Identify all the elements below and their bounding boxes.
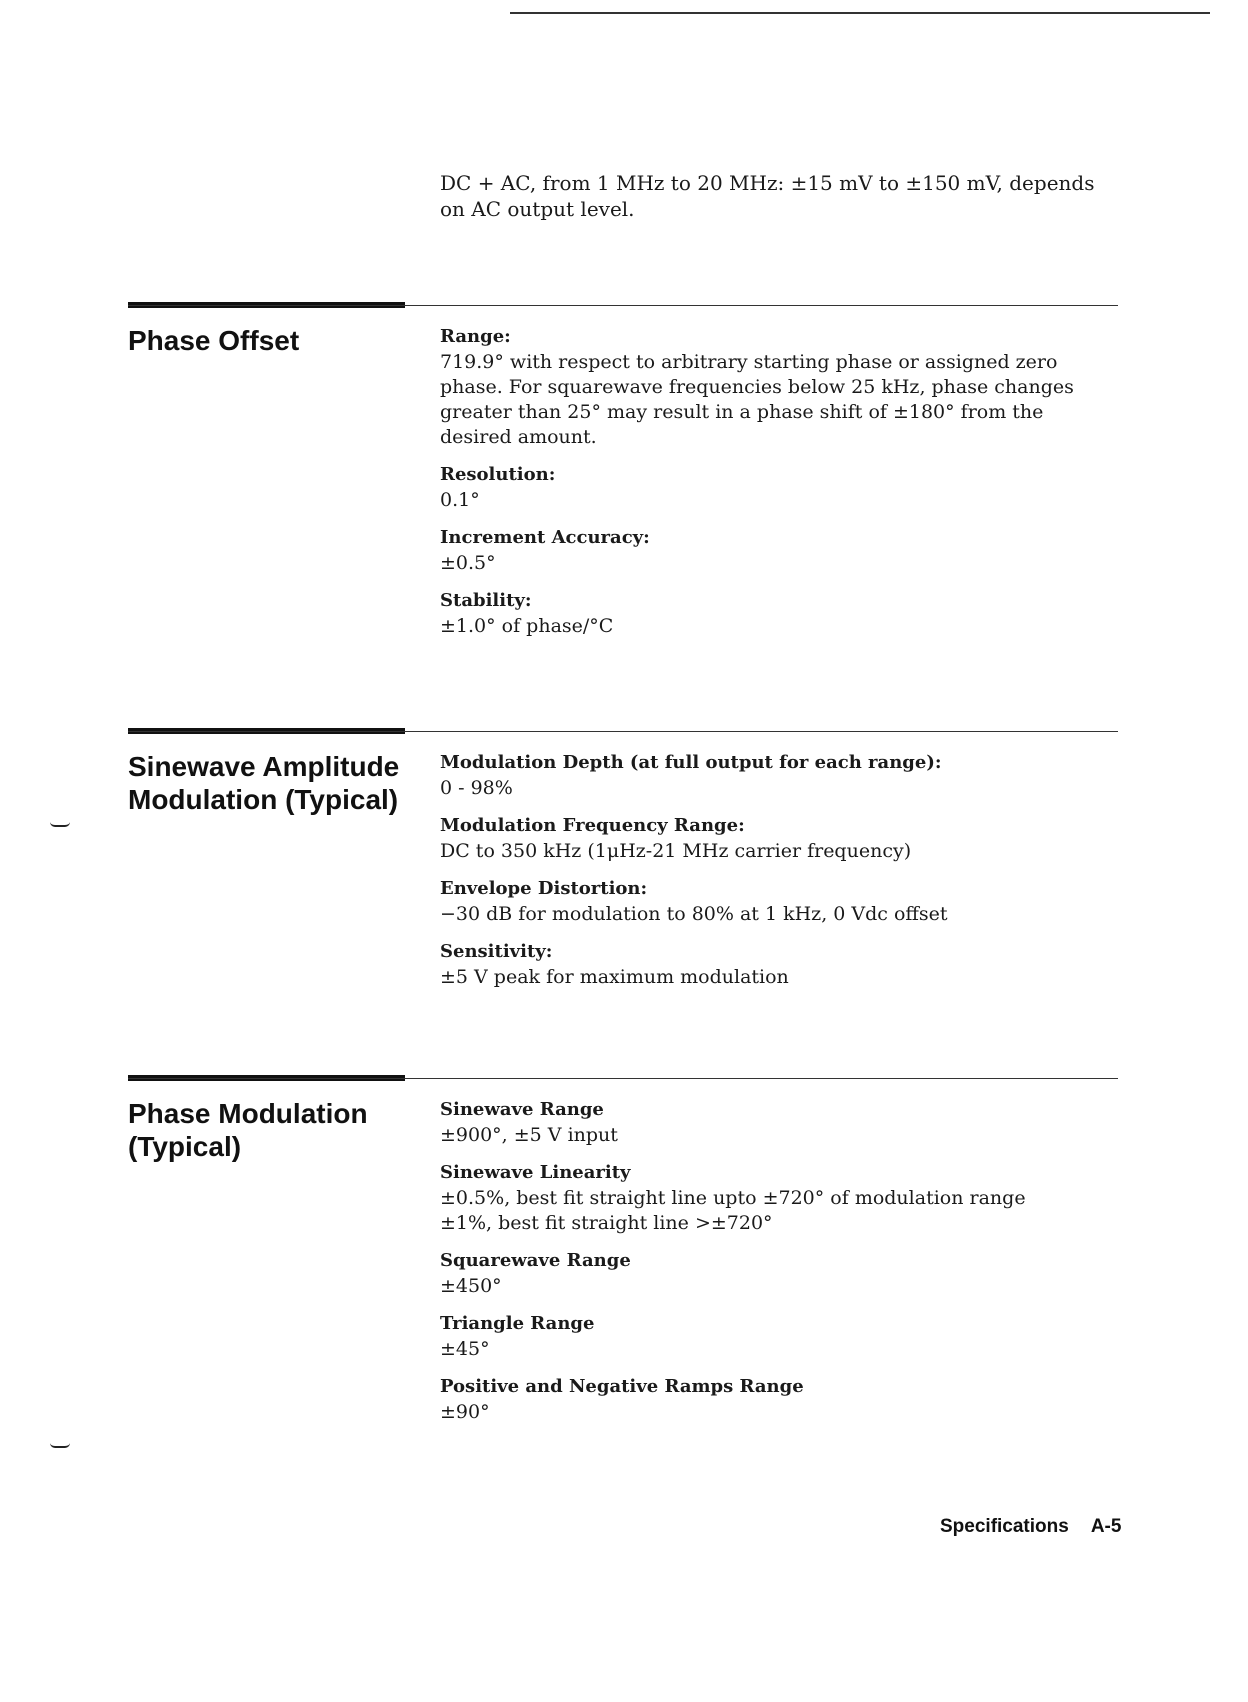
section-rule-thin bbox=[128, 731, 1118, 732]
spec-label: Sinewave Linearity bbox=[440, 1162, 631, 1183]
spec-label: Range: bbox=[440, 326, 511, 347]
spec-item bbox=[440, 750, 1120, 801]
spec-item bbox=[440, 1311, 1120, 1362]
spec-value: ±1%, best fit straight line >±720° bbox=[440, 1212, 773, 1234]
spec-item bbox=[440, 525, 1120, 576]
spec-value: ±5 V peak for maximum modulation bbox=[440, 966, 789, 988]
spec-item bbox=[440, 1374, 1120, 1425]
spec-value: ±45° bbox=[440, 1338, 490, 1360]
spec-label: Stability: bbox=[440, 590, 532, 611]
section-rule-thin bbox=[128, 1078, 1118, 1079]
spec-value: ±90° bbox=[440, 1401, 490, 1423]
spec-list bbox=[440, 1097, 1120, 1437]
footer-title: Specifications bbox=[940, 1516, 1069, 1537]
page-number: A-5 bbox=[1090, 1516, 1122, 1537]
spec-label: Squarewave Range bbox=[440, 1250, 631, 1271]
spec-value: 0.1° bbox=[440, 489, 480, 511]
spec-value: ±0.5° bbox=[440, 552, 496, 574]
margin-mark bbox=[50, 822, 70, 827]
spec-label: Triangle Range bbox=[440, 1313, 595, 1334]
margin-mark bbox=[50, 1443, 70, 1448]
spec-label: Envelope Distortion: bbox=[440, 878, 648, 899]
spec-item bbox=[440, 1248, 1120, 1299]
section-rule-thin bbox=[128, 305, 1118, 306]
spec-item bbox=[440, 813, 1120, 864]
section-heading: Phase Modulation (Typical) bbox=[128, 1098, 368, 1162]
section-heading: Sinewave Amplitude Modulation (Typical) bbox=[128, 751, 400, 815]
spec-value: −30 dB for modulation to 80% at 1 kHz, 0 Vdc offset bbox=[440, 903, 948, 925]
spec-list bbox=[440, 750, 1120, 1002]
intro-paragraph: DC + AC, from 1 MHz to 20 MHz: ±15 mV to ±150 mV, depends on AC output level. bbox=[440, 171, 1095, 221]
page-footer bbox=[940, 1516, 1121, 1538]
spec-value: ±1.0° of phase/°C bbox=[440, 615, 614, 637]
spec-value: 0 - 98% bbox=[440, 777, 513, 799]
spec-item bbox=[440, 462, 1120, 513]
spec-list bbox=[440, 324, 1120, 651]
spec-label: Positive and Negative Ramps Range bbox=[440, 1376, 804, 1397]
spec-label: Modulation Depth (at full output for each range): bbox=[440, 752, 942, 773]
spec-label: Sensitivity: bbox=[440, 941, 553, 962]
spec-label: Modulation Frequency Range: bbox=[440, 815, 745, 836]
spec-item bbox=[440, 1097, 1120, 1148]
spec-item bbox=[440, 324, 1120, 450]
spec-item bbox=[440, 939, 1120, 990]
spec-item bbox=[440, 876, 1120, 927]
section-heading: Phase Offset bbox=[128, 325, 300, 356]
spec-value: 719.9° with respect to arbitrary starting phase or assigned zero phase. For squarewave frequencies below 25 kHz, phase changes greater than 25° may result in a phase shift of ±180° from the desired amount. bbox=[440, 351, 1074, 448]
spec-label: Resolution: bbox=[440, 464, 556, 485]
top-rule bbox=[510, 12, 1210, 14]
spec-value: ±0.5%, best fit straight line upto ±720° of modulation range bbox=[440, 1187, 1026, 1209]
spec-item bbox=[440, 1160, 1120, 1236]
spec-label: Sinewave Range bbox=[440, 1099, 604, 1120]
spec-item bbox=[440, 588, 1120, 639]
spec-label: Increment Accuracy: bbox=[440, 527, 650, 548]
spec-value: ±450° bbox=[440, 1275, 502, 1297]
spec-value: ±900°, ±5 V input bbox=[440, 1124, 618, 1146]
spec-value: DC to 350 kHz (1μHz-21 MHz carrier frequency) bbox=[440, 840, 912, 862]
